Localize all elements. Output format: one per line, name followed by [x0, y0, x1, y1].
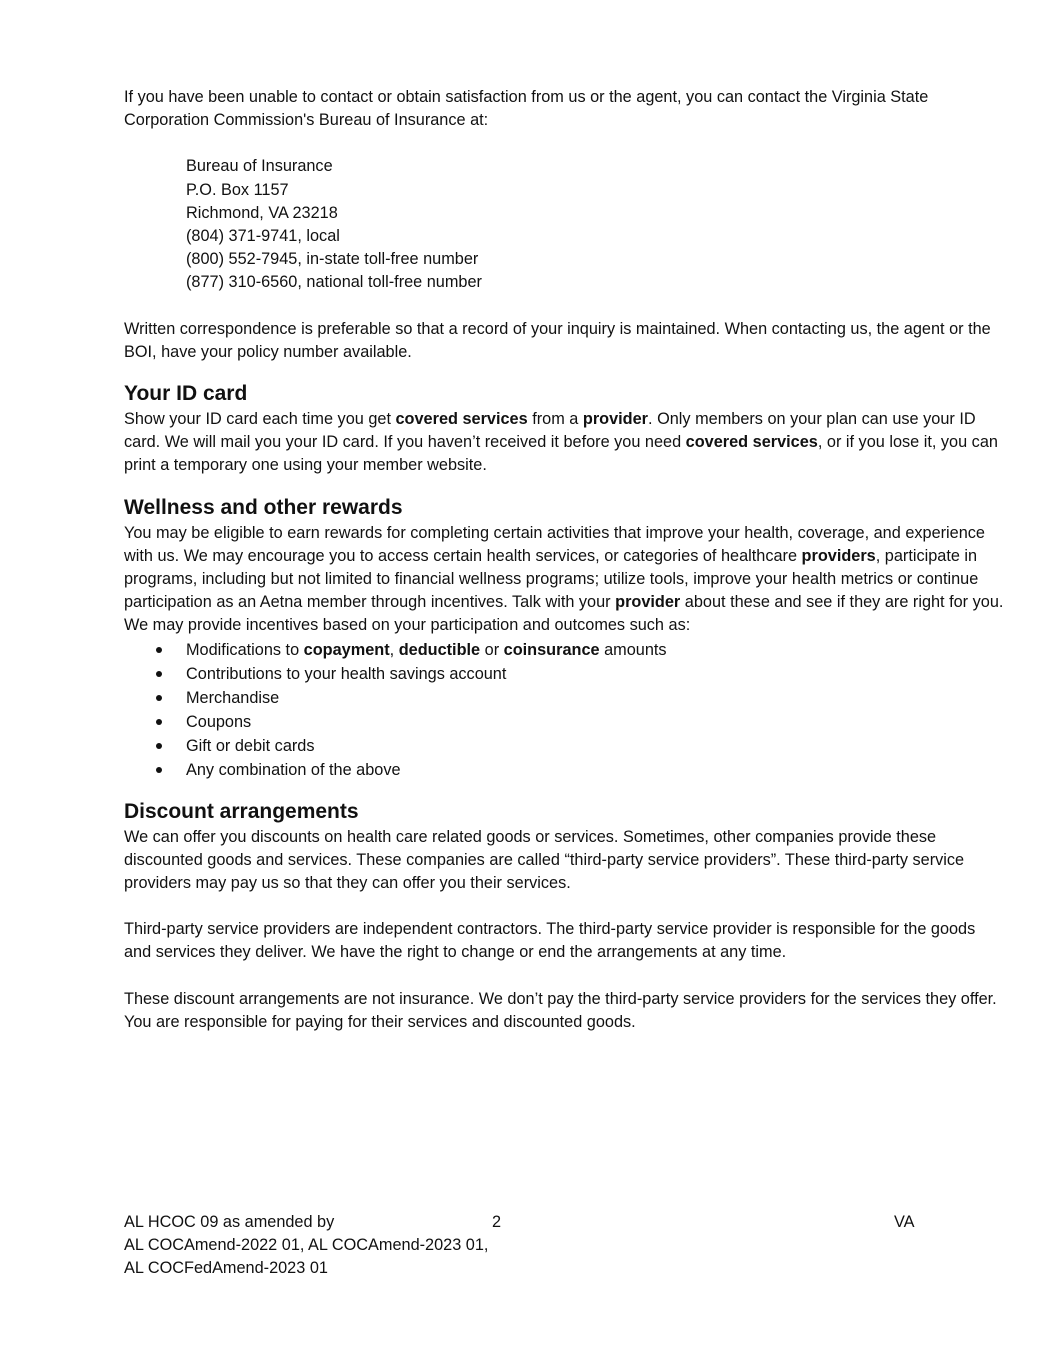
- intro-paragraph: If you have been unable to contact or obtain satisfaction from us or the agent, you can contact the Virginia State Corporation Commission's Bureau of Insurance at:: [124, 88, 929, 130]
- list-item: Coupons: [124, 710, 1004, 734]
- footer-state: VA: [894, 1213, 915, 1231]
- footer-form-fed-amendment: AL COCFedAmend-2023 01: [124, 1259, 328, 1278]
- discount-paragraph-1: We can offer you discounts on health care related goods or services. Sometimes, other companies provide these discounted goods and services. These companies are called “third-party service providers”. These third-party service providers may pay us so that they can offer you their services.: [124, 827, 965, 893]
- page-number: 2: [492, 1213, 502, 1231]
- address-line: Bureau of Insurance: [186, 157, 333, 176]
- discount-paragraph-3: These discount arrangements are not insurance. We don’t pay the third-party service providers for the services they offer. You are responsible for paying for their services and discounted goods.: [124, 989, 997, 1031]
- discount-heading: Discount arrangements: [124, 799, 359, 823]
- address-phone-national: (877) 310-6560, national toll-free number: [186, 273, 482, 292]
- list-item: Any combination of the above: [124, 758, 1004, 782]
- bullet-icon: [156, 671, 162, 677]
- wellness-paragraph: You may be eligible to earn rewards for completing certain activities that improve your health, coverage, and experience with us. We may encourage you to access certain health services, or categories of healthcare providers, participate in programs, including but not limited to financial wellness programs; utilize tools, improve your health metrics or continue participation as an Aetna member through incentives. Talk with your provider about these and see if they are right for you. We may provide incentives based on your participation and outcomes such as:: [124, 523, 1004, 635]
- footer-form-id: AL HCOC 09 as amended by: [124, 1213, 335, 1231]
- document-page: [124, 86, 1004, 1034]
- list-item: Contributions to your health savings account: [124, 662, 1004, 686]
- bullet-icon: [156, 767, 162, 773]
- bullet-icon: [156, 647, 162, 653]
- address-line: P.O. Box 1157: [186, 180, 289, 199]
- page-footer: [124, 1211, 924, 1281]
- address-phone-instate: (800) 552-7945, in-state toll-free number: [186, 250, 479, 269]
- bullet-icon: [156, 743, 162, 749]
- footer-form-amendments: AL COCAmend-2022 01, AL COCAmend-2023 01,: [124, 1236, 489, 1255]
- bullet-icon: [156, 719, 162, 725]
- address-phone-local: (804) 371-9741, local: [186, 227, 340, 246]
- list-item: Modifications to copayment, deductible or coinsurance amounts: [124, 638, 1004, 662]
- list-item: Gift or debit cards: [124, 734, 1004, 758]
- address-line: Richmond, VA 23218: [186, 203, 338, 222]
- bureau-address: [186, 155, 1004, 294]
- wellness-heading: Wellness and other rewards: [124, 495, 403, 519]
- id-card-heading: Your ID card: [124, 382, 248, 406]
- correspondence-paragraph: Written correspondence is preferable so that a record of your inquiry is maintained. When contacting us, the agent or the BOI, have your policy number available.: [124, 319, 991, 361]
- discount-paragraph-2: Third-party service providers are independent contractors. The third-party service provider is responsible for the goods and services they deliver. We have the right to change or end the arrangements at any time.: [124, 920, 976, 962]
- bullet-icon: [156, 695, 162, 701]
- rewards-list: [124, 638, 1004, 782]
- list-item: Merchandise: [124, 686, 1004, 710]
- id-card-paragraph: Show your ID card each time you get covered services from a provider. Only members on your plan can use your ID card. We will mail you your ID card. If you haven’t received it before you need covered services, or if you lose it, you can print a temporary one using your member website.: [124, 410, 998, 475]
